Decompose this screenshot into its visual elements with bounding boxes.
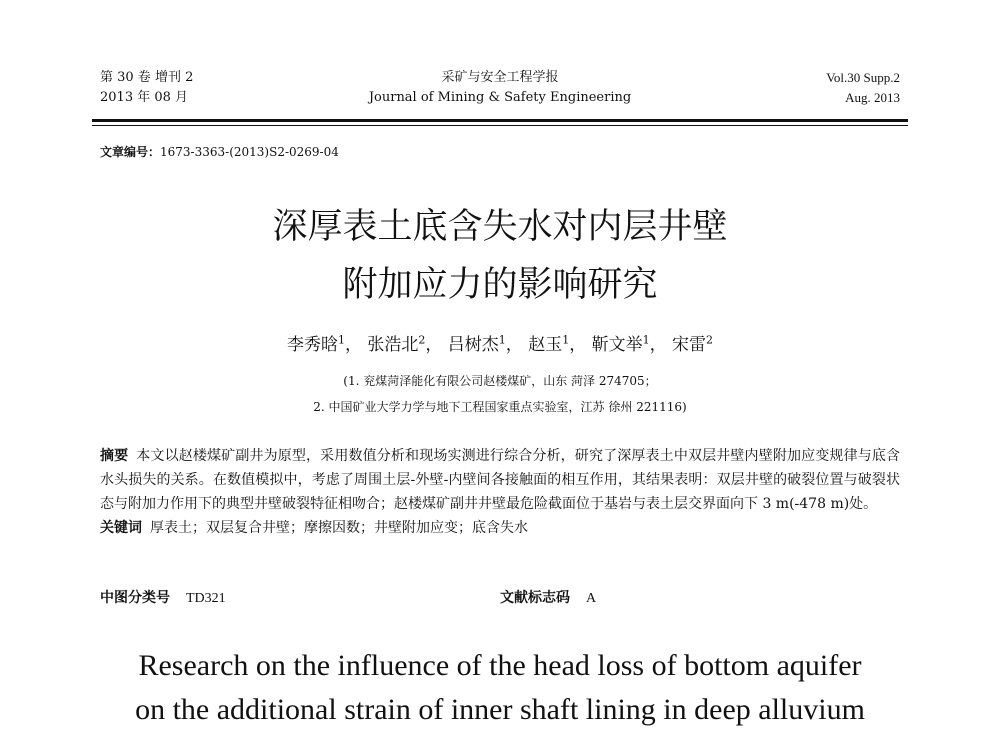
english-title [0,644,1000,732]
classification-line [100,587,900,607]
volume-issue: 第 30 卷 增刊 2 [100,70,194,85]
volume-supp-en: Vol.30 Supp.2 [826,70,900,85]
affiliation-1: (1. 兖煤菏泽能化有限公司赵楼煤矿，山东 菏泽 274705； [343,374,657,388]
journal-name-en: Journal of Mining & Safety Engineering [368,90,632,105]
paper-title-line1: 深厚表土底含失水对内层井壁 [272,207,728,247]
author: 张浩北$^2$ [367,333,426,355]
doc-code-label: 文献标志码 [500,590,570,606]
english-title-line2: on the additional strain of inner shaft lining in deep alluvium [135,693,865,726]
journal-header [100,68,900,116]
abstract-label: 摘要 [100,448,129,464]
article-number-label: 文章编号： [100,145,161,159]
keywords-text: 厚表土；双层复合井壁；摩擦因数；井壁附加应变；底含失水 [150,520,528,536]
paper-title [0,198,1000,314]
keywords [100,516,900,540]
header-rule-thick [92,119,908,122]
document-code [500,587,596,607]
publication-date-en: Aug. 2013 [845,90,900,105]
article-number [100,143,339,160]
journal-name-cn: 采矿与安全工程学报 [441,70,559,85]
volume-info-en [826,68,900,108]
doc-code-value: A [586,591,597,606]
author: 靳文举$^1$ [591,333,650,355]
author: 李秀晗$^1$ [286,333,345,355]
author: 宋雷$^2$ [672,333,714,355]
author: 赵玉$^1$ [528,333,570,355]
clc-value: TD321 [186,591,226,606]
journal-name [100,68,900,108]
article-number-value: 1673-3363-(2013)S2-0269-04 [160,145,339,159]
clc-label: 中图分类号 [100,590,170,606]
affiliation-2: 2. 中国矿业大学力学与地下工程国家重点实验室，江苏 徐州 221116) [313,400,687,414]
author: 吕树杰$^1$ [447,333,506,355]
keywords-label: 关键词 [100,520,142,536]
abstract [100,444,900,516]
abstract-text: 本文以赵楼煤矿副井为原型，采用数值分析和现场实测进行综合分析，研究了深厚表土中双层井壁内壁附加应变规律与底含水头损失的关系。在数值模拟中，考虑了周围土层-外壁-内壁间各接触面的相互作用，其结果表明：双层井壁的破裂位置与破裂状态与附加力作用下的典型井壁破裂特征相吻合；赵楼煤矿副井井壁最危险截面位于基岩与表土层交界面向下 3 m(-478 m)处。 [100,448,901,512]
paper-title-line2: 附加应力的影响研究 [342,265,658,305]
publication-date: 2013 年 08 月 [100,90,189,105]
english-title-line1: Research on the influence of the head loss of bottom aquifer [138,649,862,682]
header-rule-thin [92,125,908,126]
abstract-block [100,444,900,540]
author-list: 李秀晗$^1$， 张浩北$^2$， 吕树杰$^1$， 赵玉$^1$， 靳文举$^1$， 宋雷$^2$ [286,333,714,355]
